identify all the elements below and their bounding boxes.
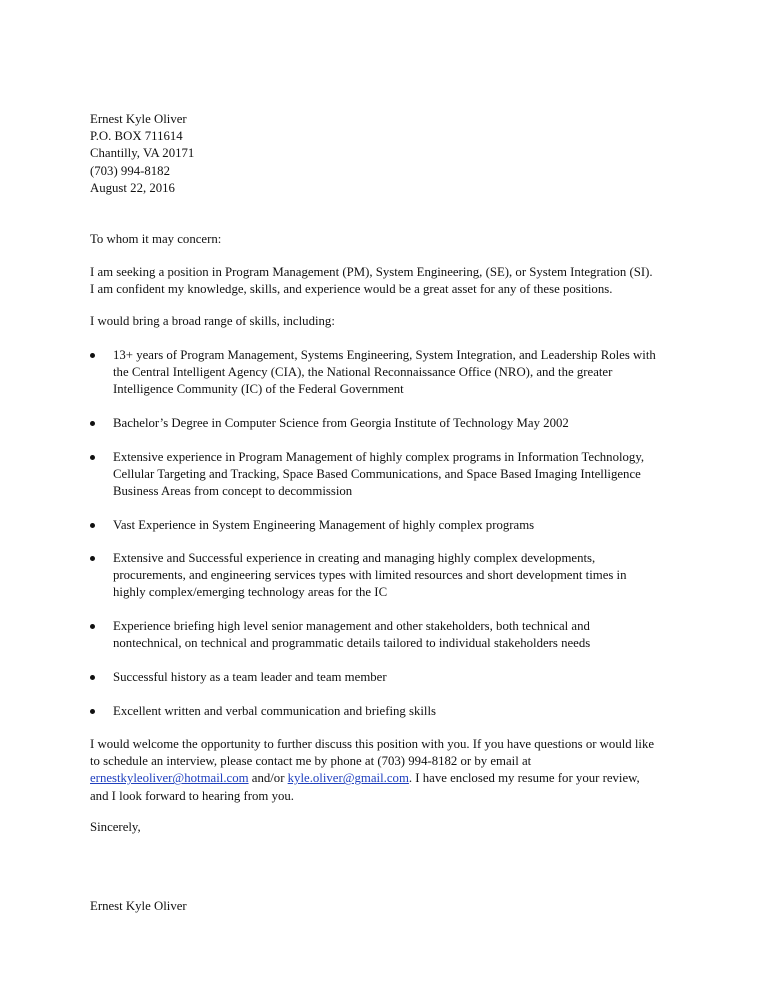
bullet-icon — [90, 556, 95, 561]
bullet-line: Bachelor’s Degree in Computer Science from Georgia Institute of Technology May 2002 — [113, 416, 569, 430]
bullet-icon — [90, 709, 95, 714]
signoff — [90, 819, 690, 836]
letter-date: August 22, 2016 — [90, 180, 175, 195]
bullet-line: Extensive experience in Program Management of highly complex programs in Information Technology, — [113, 450, 645, 464]
bullet-line: the Central Intelligent Agency (CIA), the National Reconnaissance Office (NRO), and the greater — [113, 365, 613, 380]
skill-bullet-text — [113, 669, 688, 686]
closing-paragraph — [90, 736, 690, 805]
sender-city-state-zip: Chantilly, VA 20171 — [90, 146, 195, 161]
skill-bullet-text — [113, 517, 688, 534]
bullet-icon — [90, 523, 95, 528]
sender-name: Ernest Kyle Oliver — [90, 112, 187, 126]
closing-line: to schedule an interview, please contact me by phone at (703) 994-8182 or by email at — [90, 754, 532, 769]
bullet-line: Experience briefing high level senior management and other stakeholders, both technical and — [113, 619, 590, 633]
sender-po-box: P.O. BOX 711614 — [90, 129, 183, 144]
bullet-icon — [90, 455, 95, 460]
closing-line-emails — [90, 770, 690, 787]
intro-line: I am confident my knowledge, skills, and experience would be a great asset for any of these positions. — [90, 282, 613, 297]
skill-bullet-text — [113, 347, 688, 399]
skills-intro-text: I would bring a broad range of skills, including: — [90, 314, 335, 328]
closing-line: I would welcome the opportunity to further discuss this position with you. If you have questions or would like — [90, 737, 655, 751]
skills-intro — [90, 313, 690, 330]
bullet-line: Business Areas from concept to decommission — [113, 484, 353, 499]
bullet-line: nontechnical, on technical and programmatic details tailored to individual stakeholders needs — [113, 636, 591, 651]
signature — [90, 898, 690, 915]
bullet-icon — [90, 353, 95, 358]
bullet-icon — [90, 675, 95, 680]
intro-line: I am seeking a position in Program Management (PM), System Engineering, (SE), or System Integration (SI). — [90, 265, 653, 279]
bullet-icon — [90, 421, 95, 426]
bullet-line: highly complex/emerging technology areas for the IC — [113, 585, 388, 600]
closing-line-rest: . I have enclosed my resume for your review, — [408, 771, 640, 786]
salutation-text: To whom it may concern: — [90, 232, 222, 246]
bullet-line: Cellular Targeting and Tracking, Space Based Communications, and Space Based Imaging Intelligence — [113, 467, 641, 482]
signoff-text: Sincerely, — [90, 820, 141, 834]
salutation — [90, 231, 690, 248]
skill-bullet-text — [113, 703, 688, 720]
bullet-icon — [90, 624, 95, 629]
bullet-line: Intelligence Community (IC) of the Federal Government — [113, 382, 404, 397]
skill-bullet-text — [113, 618, 688, 652]
skill-bullet-text — [113, 415, 688, 432]
intro-paragraph — [90, 264, 690, 298]
skill-bullet-text — [113, 449, 688, 501]
bullet-line: Successful history as a team leader and team member — [113, 670, 387, 684]
signature-name: Ernest Kyle Oliver — [90, 899, 187, 913]
closing-line: and I look forward to hearing from you. — [90, 788, 294, 803]
bullet-line: Excellent written and verbal communication and briefing skills — [113, 704, 437, 718]
email-link-hotmail[interactable]: ernestkyleoliver@hotmail.com — [90, 771, 249, 786]
bullet-line: procurements, and engineering services types with limited resources and short development times in — [113, 568, 627, 583]
email-separator: and/or — [248, 771, 288, 786]
bullet-line: 13+ years of Program Management, Systems Engineering, System Integration, and Leadership Roles with — [113, 348, 656, 362]
bullet-line: Vast Experience in System Engineering Management of highly complex programs — [113, 518, 535, 532]
skill-bullet-text — [113, 550, 688, 602]
sender-phone: (703) 994-8182 — [90, 163, 170, 178]
bullet-line: Extensive and Successful experience in creating and managing highly complex developments, — [113, 551, 596, 565]
email-link-gmail[interactable]: kyle.oliver@gmail.com — [287, 771, 409, 786]
sender-address-block — [90, 111, 690, 197]
